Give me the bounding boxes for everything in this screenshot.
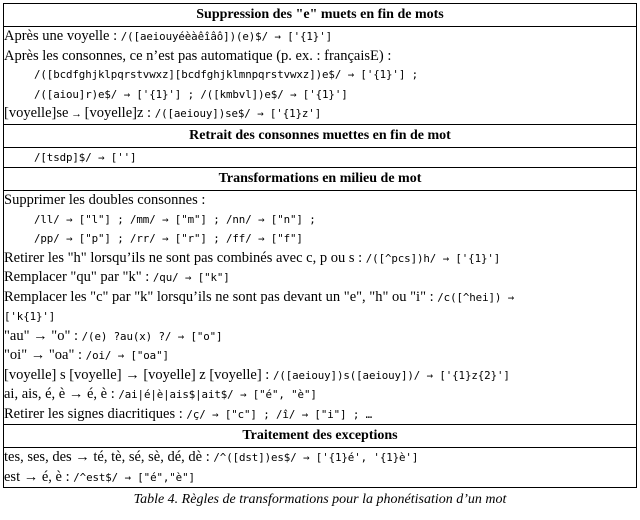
rule-line	[4, 366, 636, 386]
section-body	[4, 27, 637, 125]
arrow-icon: →	[68, 108, 85, 120]
rule-regex: /([bcdfghjklpqrstvwxz][bcdfghjklmnpqrstvwxz])e$/ → ['{1}'] ;	[34, 68, 419, 81]
rule-label: [voyelle]se	[4, 105, 69, 121]
rule-regex: /([aeiouy])se$/ → ['{1}z']	[154, 107, 322, 120]
rule-label: Supprimer les doubles consonnes :	[4, 192, 206, 208]
rule-label: "oi" → "oa" :	[4, 347, 86, 363]
rule-line	[4, 229, 636, 249]
document	[3, 3, 637, 508]
rule-label: est → é, è :	[4, 468, 74, 485]
rule-line	[4, 346, 636, 366]
section-header-row	[4, 4, 637, 27]
section-title: Traitement des exceptions	[4, 425, 637, 448]
rule-regex: /^est$/ → ["é","è"]	[73, 470, 195, 484]
rule-line	[4, 47, 636, 66]
rule-line	[4, 327, 636, 347]
rule-label: tes, ses, des → té, tè, sé, sè, dé, dè :	[4, 449, 214, 465]
table-caption: Table 4. Règles de transformations pour la phonétisation d’un mot	[133, 492, 507, 507]
rule-label: ai, ais, é, è → é, è :	[4, 386, 119, 402]
rule-label: Retirer les signes diacritiques :	[4, 405, 187, 422]
rule-line	[4, 85, 636, 105]
section-header-row	[4, 425, 637, 448]
rule-regex: /([aiou]r)e$/ → ['{1}'] ; /([kmbvl])e$/ → ['{1}']	[34, 87, 348, 101]
section-body	[4, 147, 637, 168]
rule-regex: /^([dst])es$/ → ['{1}é', '{1}è']	[213, 451, 419, 464]
rule-line	[4, 65, 636, 85]
rule-line	[4, 468, 636, 488]
rule-regex: /pp/ → ["p"] ; /rr/ → ["r"] ; /ff/ → ["f"]	[34, 232, 303, 245]
rule-regex: /qu/ → ["k"]	[152, 271, 230, 284]
rule-line	[4, 148, 636, 168]
rule-regex: ['k{1}']	[4, 310, 56, 323]
rule-line	[4, 405, 636, 425]
section-body	[4, 448, 637, 488]
rule-regex: /[tsdp]$/ → ['']	[34, 150, 137, 164]
rule-regex: /([aeiouyéèàêîâô])(e)$/ → ['{1}']	[120, 30, 332, 43]
rule-regex: /([aeiouy])s([aeiouy])/ → ['{1}z{2}']	[272, 368, 510, 382]
rule-line	[4, 249, 636, 269]
section-body-row	[4, 191, 637, 425]
rule-line	[4, 448, 636, 468]
section-body-row	[4, 147, 637, 168]
rule-line	[4, 307, 636, 327]
rule-label: Après les consonnes, ce n’est pas automatique (p. ex. : françaisE) :	[4, 47, 392, 64]
rule-label: "au" → "o" :	[4, 327, 82, 344]
rule-line	[4, 288, 636, 308]
rule-line	[4, 191, 636, 210]
rule-label: [voyelle] s [voyelle] → [voyelle] z [voyelle] :	[4, 366, 273, 383]
rule-line	[4, 104, 636, 124]
rule-line	[4, 268, 636, 288]
section-body	[4, 191, 637, 425]
rule-line	[4, 27, 636, 47]
section-header-row	[4, 168, 637, 191]
rule-regex: /c([^hei]) →	[437, 290, 515, 304]
section-body-row	[4, 448, 637, 488]
section-body-row	[4, 27, 637, 125]
section-title: Suppression des "e" muets en fin de mots	[4, 4, 637, 27]
rule-label: Remplacer "qu" par "k" :	[4, 269, 153, 285]
rule-regex: /([^pcs])h/ → ['{1}']	[365, 251, 501, 265]
rule-regex: /ai|é|è|ais$|ait$/ → ["é", "è"]	[118, 388, 317, 401]
rule-line	[4, 210, 636, 230]
rule-regex: /ll/ → ["l"] ; /mm/ → ["m"] ; /nn/ → ["n"] ;	[34, 212, 316, 226]
rule-line	[4, 385, 636, 405]
rule-regex: /ç/ → ["c"] ; /î/ → ["i"] ; …	[186, 407, 373, 421]
section-header-row	[4, 124, 637, 147]
rule-regex: /oi/ → ["oa"]	[85, 349, 169, 362]
rule-label: Remplacer les "c" par "k" lorsqu’ils ne sont pas devant un "e", "h" ou "i" :	[4, 288, 438, 305]
rule-label: Retirer les "h" lorsqu’ils ne sont pas combinés avec c, p ou s :	[4, 249, 366, 266]
section-title: Transformations en milieu de mot	[4, 168, 637, 191]
section-title: Retrait des consonnes muettes en fin de mot	[4, 124, 637, 147]
rule-label: Après une voyelle :	[4, 28, 121, 44]
rule-label-target: [voyelle]z :	[84, 105, 155, 121]
rule-regex: /(e) ?au(x) ?/ → ["o"]	[81, 329, 223, 343]
rules-table	[3, 3, 637, 488]
